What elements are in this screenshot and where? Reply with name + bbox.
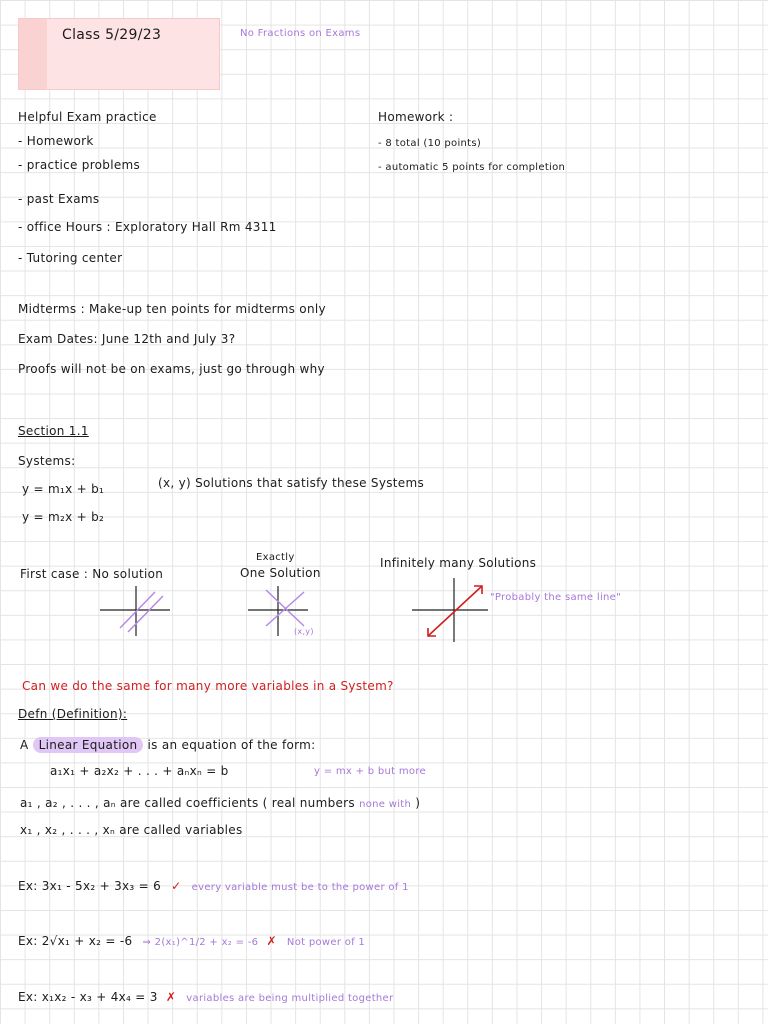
x-mark-icon: ✗ [165, 990, 177, 1004]
header-note: No Fractions on Exams [240, 28, 361, 39]
page-title: Class 5/29/23 [62, 27, 162, 43]
practice-item: - practice problems [18, 158, 141, 172]
linear-form-note: y = mx + b but more [314, 766, 426, 777]
example-2 [18, 934, 365, 948]
example-note: Not power of 1 [286, 937, 366, 948]
equation-1: y = m₁x + b₁ [22, 482, 105, 496]
intersection-label: (x,y) [294, 627, 314, 636]
defn-intro-rest: is an equation of the form: [147, 738, 316, 752]
graph-one-solution [248, 586, 328, 636]
example-3 [18, 990, 393, 1004]
practice-item: - past Exams [18, 192, 100, 206]
homework-item: - automatic 5 points for completion [378, 162, 566, 173]
variables-line: x₁ , x₂ , . . . , xₙ are called variables [20, 823, 243, 837]
example-equation: Ex: 2√x₁ + x₂ = -6 [18, 934, 133, 948]
same-line-note: "Probably the same line" [490, 592, 622, 603]
proofs-line: Proofs will not be on exams, just go through why [18, 362, 325, 376]
case-no-solution: First case : No solution [20, 567, 164, 581]
linear-form: a₁x₁ + a₂x₂ + . . . + aₙxₙ = b [50, 764, 229, 778]
example-note: every variable must be to the power of 1 [191, 882, 409, 893]
case-one-solution: One Solution [240, 566, 321, 580]
practice-item: - Homework [18, 134, 94, 148]
example-equation: Ex: 3x₁ - 5x₂ + 3x₃ = 6 [18, 879, 162, 893]
defn-heading: Defn (Definition): [18, 707, 128, 721]
check-mark-icon: ✓ [171, 879, 182, 893]
example-rewrite: ⇒ 2(x₁)^1/2 + x₂ = -6 [142, 937, 259, 948]
example-1 [18, 879, 409, 893]
coefficients-note: none with [359, 799, 412, 810]
coefficients-text: a₁ , a₂ , . . . , aₙ are called coefficients ( real numbers [20, 796, 355, 810]
question-line: Can we do the same for many more variables in a System? [22, 679, 394, 693]
midterms-line: Midterms : Make-up ten points for midterms only [18, 302, 326, 316]
title-box-stripe [19, 19, 47, 89]
solutions-note: (x, y) Solutions that satisfy these Systems [158, 476, 425, 490]
graph-no-solution [100, 586, 175, 636]
defn-a: A [20, 738, 29, 752]
case-exactly-label: Exactly [256, 552, 295, 563]
systems-label: Systems: [18, 454, 76, 468]
exam-dates-line: Exam Dates: June 12th and July 3? [18, 332, 236, 346]
section-title: Section 1.1 [18, 424, 89, 438]
defn-intro [20, 738, 315, 752]
coefficients-line [20, 796, 420, 810]
practice-item: - Tutoring center [18, 251, 123, 265]
case-infinite: Infinitely many Solutions [380, 556, 537, 570]
example-equation: Ex: x₁x₂ - x₃ + 4x₄ = 3 [18, 990, 158, 1004]
x-mark-icon: ✗ [266, 934, 277, 948]
equation-2: y = m₂x + b₂ [22, 510, 105, 524]
homework-heading: Homework : [378, 110, 454, 124]
homework-item: - 8 total (10 points) [378, 138, 482, 149]
practice-heading: Helpful Exam practice [18, 110, 157, 124]
example-note: variables are being multiplied together [186, 993, 394, 1004]
linear-equation-highlight: Linear Equation [33, 737, 144, 753]
graph-infinite-solutions [408, 578, 488, 642]
practice-item: - office Hours : Exploratory Hall Rm 4311 [18, 220, 277, 234]
coefficients-close: ) [415, 796, 421, 810]
